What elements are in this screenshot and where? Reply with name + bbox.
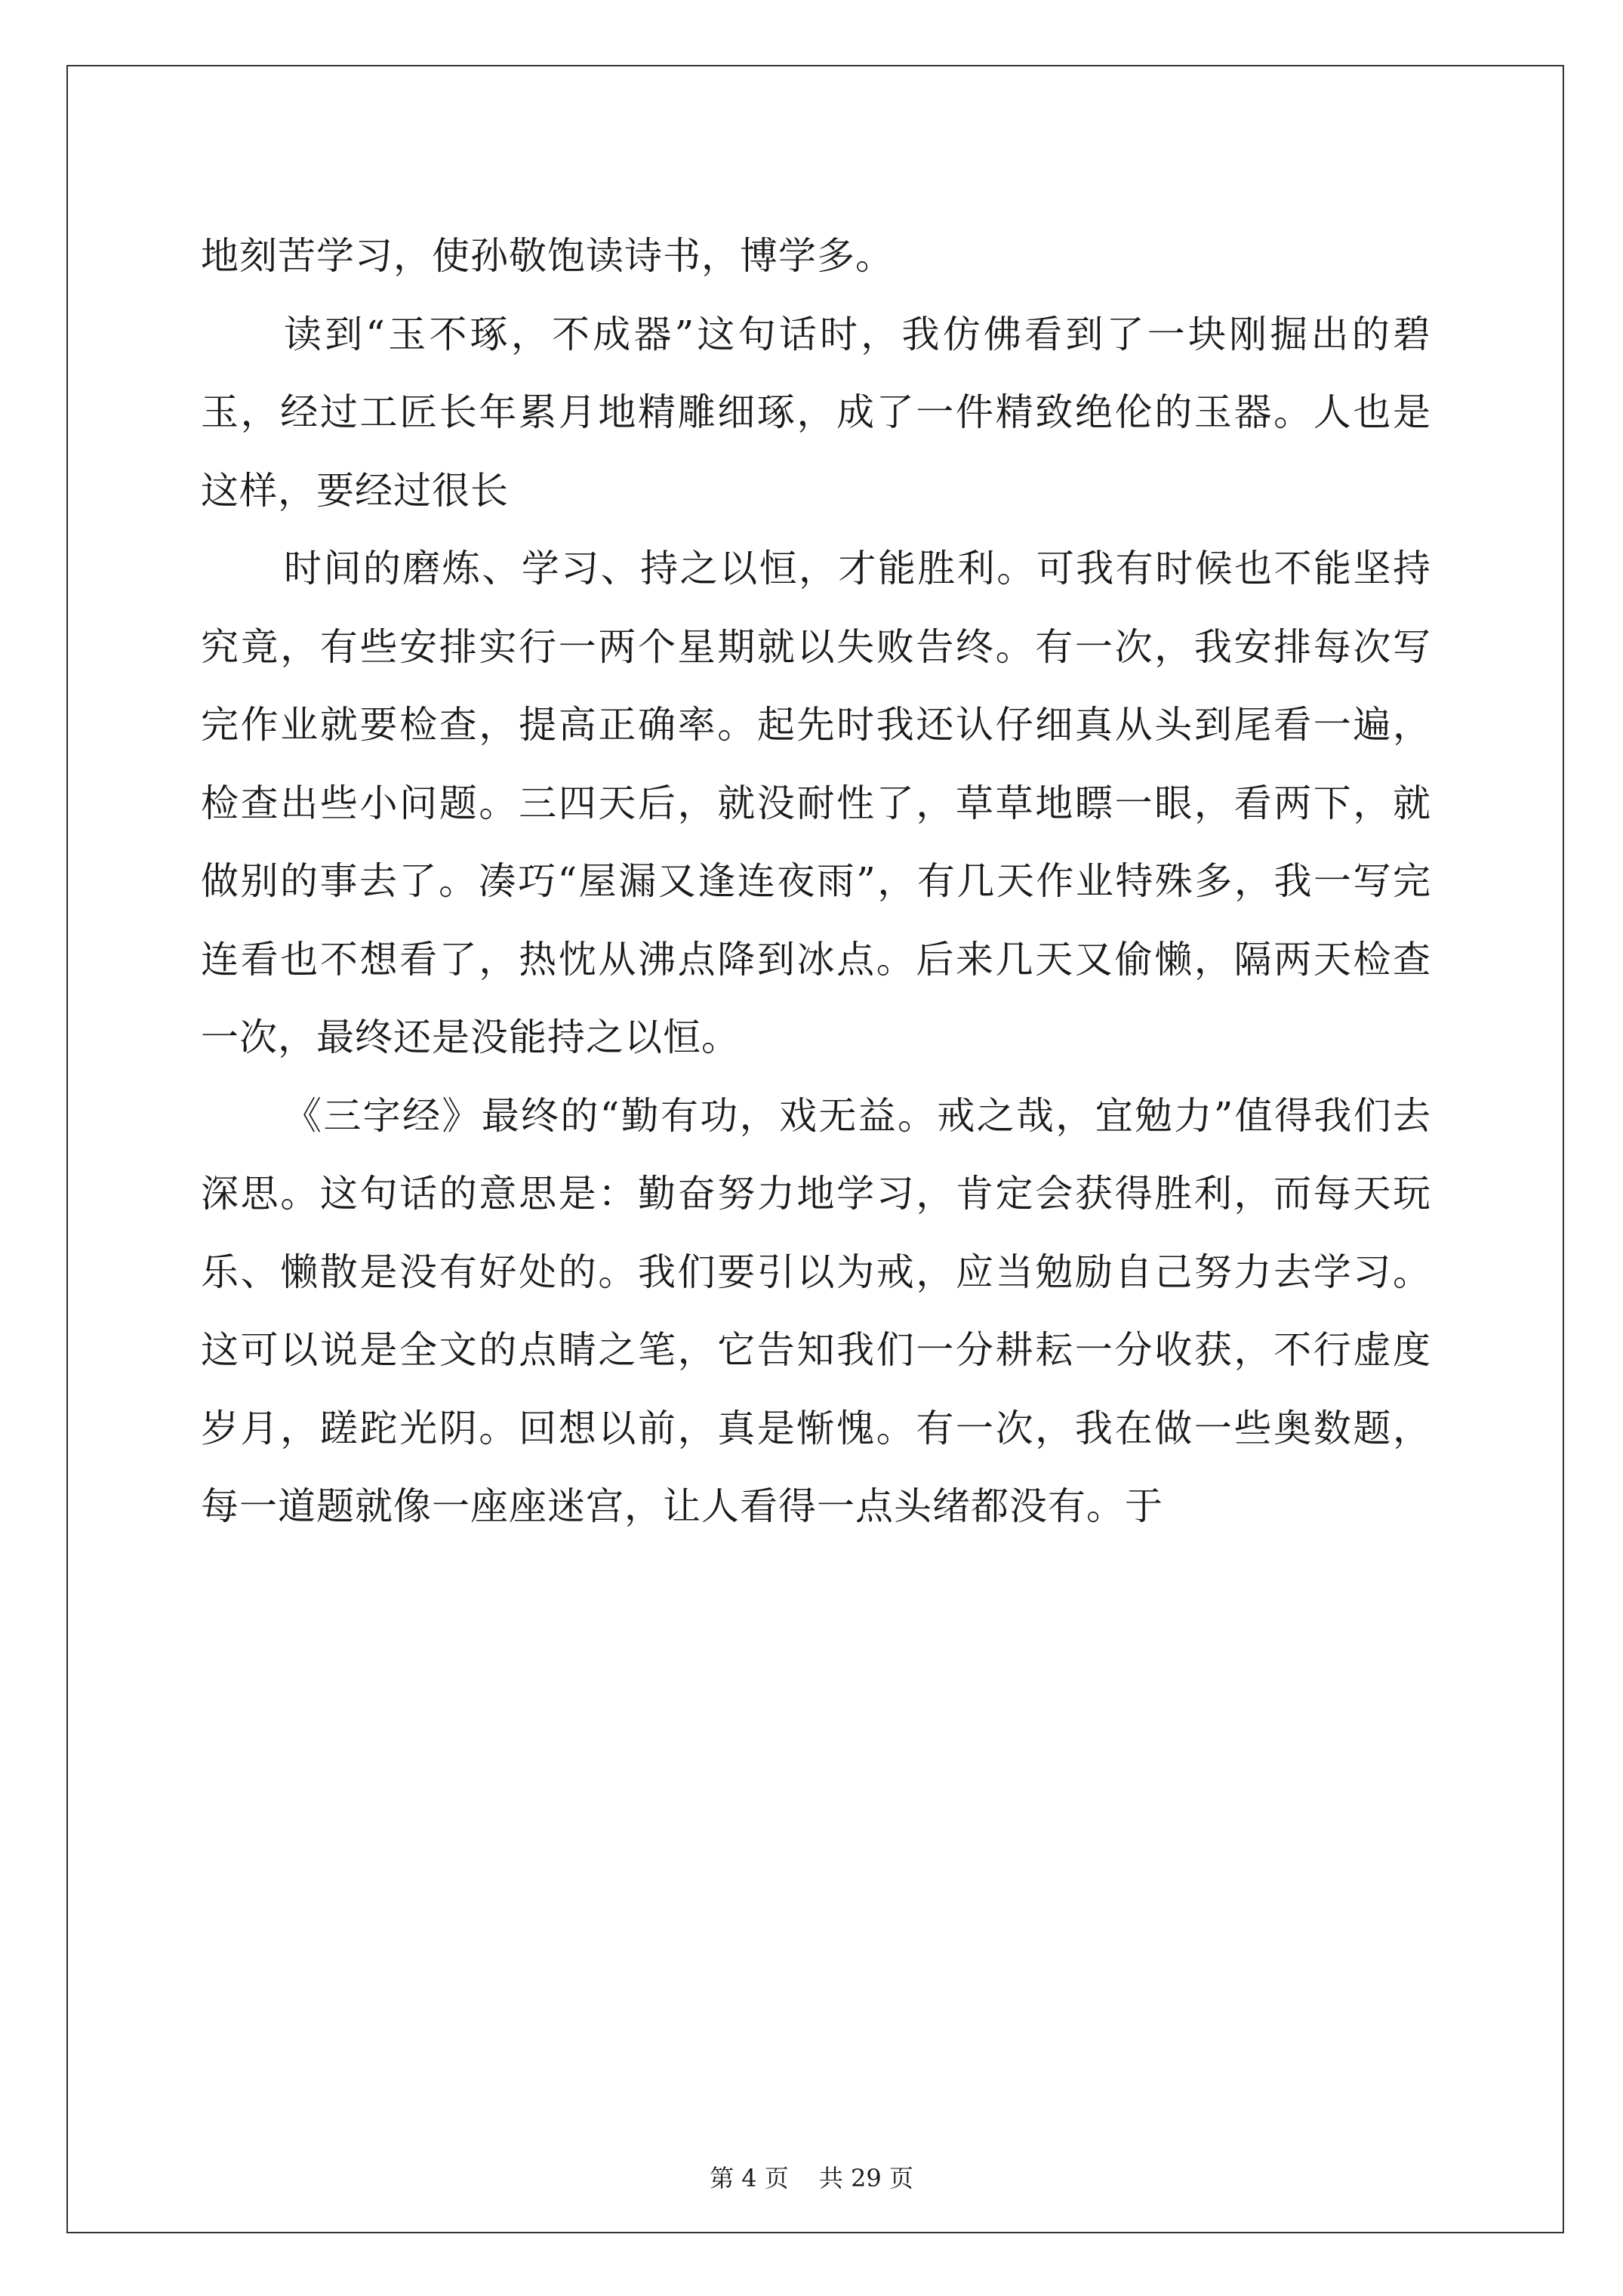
page-footer — [0, 2159, 1623, 2194]
paragraph-3: 时间的磨炼、学习、持之以恒，才能胜利。可我有时候也不能坚持究竟，有些安排实行一两个星期就以失败告终。有一次，我安排每次写完作业就要检查，提高正确率。起先时我还认仔细真从头到尾看一遍，检查出些小问题。三四天后，就没耐性了，草草地瞟一眼，看两下，就做别的事去了。凑巧“屋漏又逢连夜雨”，有几天作业特殊多，我一写完连看也不想看了，热忱从沸点降到冰点。后来几天又偷懒，隔两天检查一次，最终还是没能持之以恒。 — [201, 547, 1431, 1059]
page-total-label: 共 29 页 — [818, 2164, 913, 2193]
document-body — [201, 217, 1431, 1546]
page-number-label: 第 4 页 — [710, 2164, 789, 2193]
paragraph-2: 读到“玉不琢，不成器”这句话时，我仿佛看到了一块刚掘出的碧玉，经过工匠长年累月地精雕细琢，成了一件精致绝伦的玉器。人也是这样，要经过很长 — [201, 312, 1431, 513]
paragraph-4: 《三字经》最终的“勤有功，戏无益。戒之哉，宜勉力”值得我们去深思。这句话的意思是：勤奋努力地学习，肯定会获得胜利，而每天玩乐、懒散是没有好处的。我们要引以为戒，应当勉励自己努力去学习。这可以说是全文的点睛之笔，它告知我们一分耕耘一分收获，不行虚度岁月，蹉跎光阴。回想以前，真是惭愧。有一次，我在做一些奥数题，每一道题就像一座座迷宫，让人看得一点头绪都没有。于 — [201, 1093, 1431, 1528]
paragraph-1: 地刻苦学习，使孙敬饱读诗书，博学多。 — [201, 234, 894, 278]
